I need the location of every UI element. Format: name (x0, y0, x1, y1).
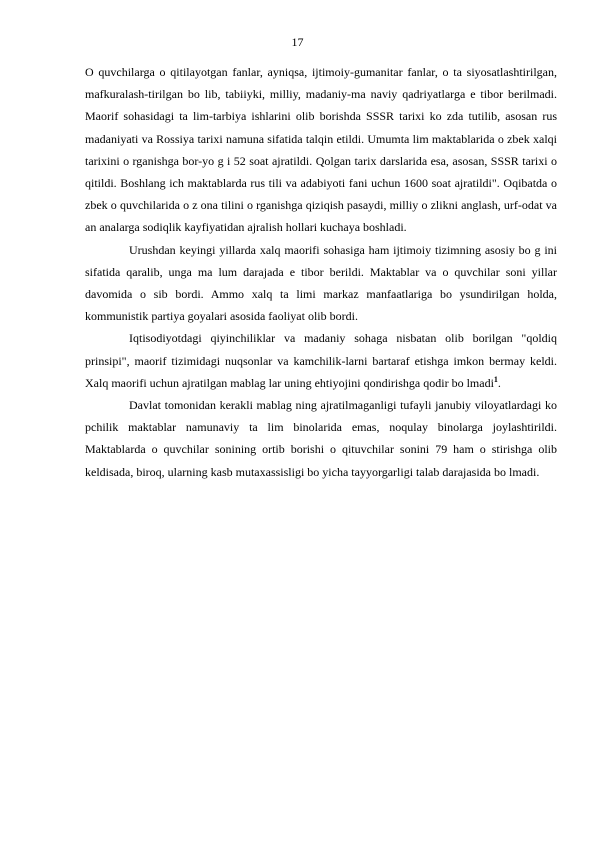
paragraph-4: Davlat tomonidan kerakli mablag ning ajratilmaganligi tufayli janubiy viloyatlardagi ko pchilik maktablar namunaviy ta lim binolarida emas, noqulay binolarga joylashtirildi. Maktablarda o quvchilar sonining ortib borishi o qituvchilar sonini 79 ham o stirishga olib keldisada, biroq, ularning kasb mutaxassisligi bo yicha tayyorgarligi talab darajasida bo lmadi. (85, 398, 557, 479)
paragraph-3 (85, 327, 557, 394)
footnote-reference: 1 (493, 374, 498, 384)
paragraph-1: O quvchilarga o qitilayotgan fanlar, ayniqsa, ijtimoiy-gumanitar fanlar, o ta siyosatlashtirilgan, mafkuralash-tirilgan bo lib, tabiiyki, milliy, madaniy-ma naviy qadriyatlarga e tibor berilmadi. Maorif sohasidagi ta lim-tarbiya ishlarini olib borishda SSSR tarixi ko zda tutilib, asosan rus madaniyati va Rossiya tarixi namuna sifatida talqin etildi. Umumta lim maktablarida o zbek xalqi tarixini o rganishga bor-yo g i 52 soat ajratildi. Qolgan tarix darslarida esa, asosan, SSSR tarixi o qitildi. Boshlang ich maktablarda rus tili va adabiyoti fani uchun 1600 soat ajratildi". Oqibatda o zbek o quvchilarida o z ona tilini o rganishga qiziqish pasaydi, milliy o zlikni anglash, urf-odat va an analarga sodiqlik kayfiyatidan ajralish hollari kuchaya boshladi. (85, 65, 557, 235)
paragraph-2: Urushdan keyingi yillarda xalq maorifi sohasiga ham ijtimoiy tizimning asosiy bo g ini sifatida qaralib, unga ma lum darajada e tibor berildi. Maktablar va o quvchilar soni yillar davomida o sib bordi. Ammo xalq ta limi markaz manfaatlariga bo ysundirilgan holda, kommunistik partiya goyalari asosida faoliyat olib bordi. (85, 242, 557, 324)
paragraph-3-end: . (497, 375, 501, 390)
page-number: 17 (291, 35, 304, 49)
body-text (85, 61, 557, 483)
paragraph-3-text: Iqtisodiyotdagi qiyinchiliklar va madaniy sohaga nisbatan olib borilgan "qoldiq prinsipi", maorif tizimidagi nuqsonlar va kamchilik-larni bartaraf etishga imkon bermay keldi. Xalq maorifi uchun ajratilgan mablag lar uning ehtiyojini qondirishga qodir bo lmadi (85, 331, 557, 390)
